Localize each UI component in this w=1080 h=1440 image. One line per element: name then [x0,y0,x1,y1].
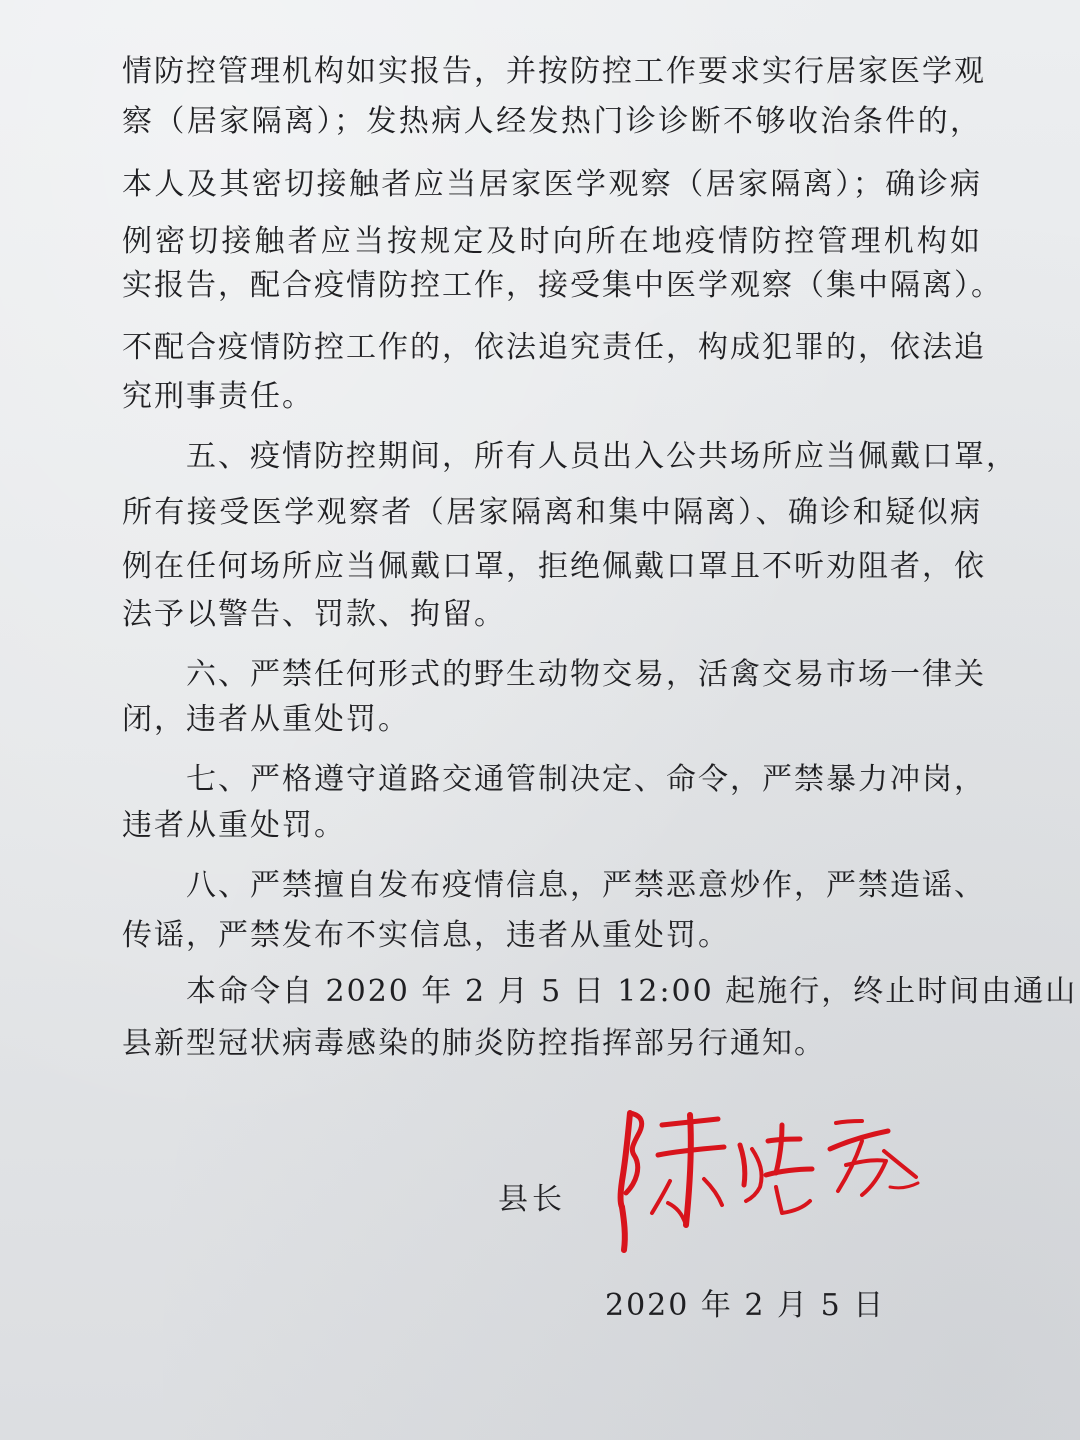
body-line: 所有接受医学观察者（居家隔离和集中隔离）、确诊和疑似病 [122,495,982,530]
body-line: 情防控管理机构如实报告，并按防控工作要求实行居家医学观 [122,54,986,89]
body-line: 实报告，配合疫情防控工作，接受集中医学观察（集中隔离）。 [122,268,1003,303]
body-line: 究刑事责任。 [122,379,314,414]
document-date: 2020 年 2 月 5 日 [605,1288,886,1323]
body-line: 不配合疫情防控工作的，依法追究责任，构成犯罪的，依法追 [122,330,986,365]
paragraph-6-first-line: 六、严禁任何形式的野生动物交易，活禽交易市场一律关 [186,657,986,692]
body-line: 察（居家隔离）；发热病人经发热门诊诊断不够收治条件的， [122,104,982,139]
handwritten-signature [600,1095,930,1260]
signer-title: 县长 [498,1182,566,1217]
paragraph-8-first-line: 八、严禁擅自发布疫情信息，严禁恶意炒作，严禁造谣、 [186,868,986,903]
body-line: 法予以警告、罚款、拘留。 [122,597,506,632]
paragraph-5-first-line: 五、疫情防控期间，所有人员出入公共场所应当佩戴口罩， [186,439,1018,474]
body-line: 传谣，严禁发布不实信息，违者从重处罚。 [122,918,730,953]
body-line: 县新型冠状病毒感染的肺炎防控指挥部另行通知。 [122,1026,826,1061]
body-line: 本人及其密切接触者应当居家医学观察（居家隔离）；确诊病 [122,167,982,202]
effective-date-first-line: 本命令自 2020 年 2 月 5 日 12:00 起施行，终止时间由通山 [186,974,1078,1009]
body-line: 例在任何场所应当佩戴口罩，拒绝佩戴口罩且不听劝阻者，依 [122,549,986,584]
body-line: 违者从重处罚。 [122,808,346,843]
body-line: 例密切接触者应当按规定及时向所在地疫情防控管理机构如 [122,224,982,259]
paragraph-7-first-line: 七、严格遵守道路交通管制决定、命令，严禁暴力冲岗， [186,762,986,797]
body-line: 闭，违者从重处罚。 [122,702,410,737]
